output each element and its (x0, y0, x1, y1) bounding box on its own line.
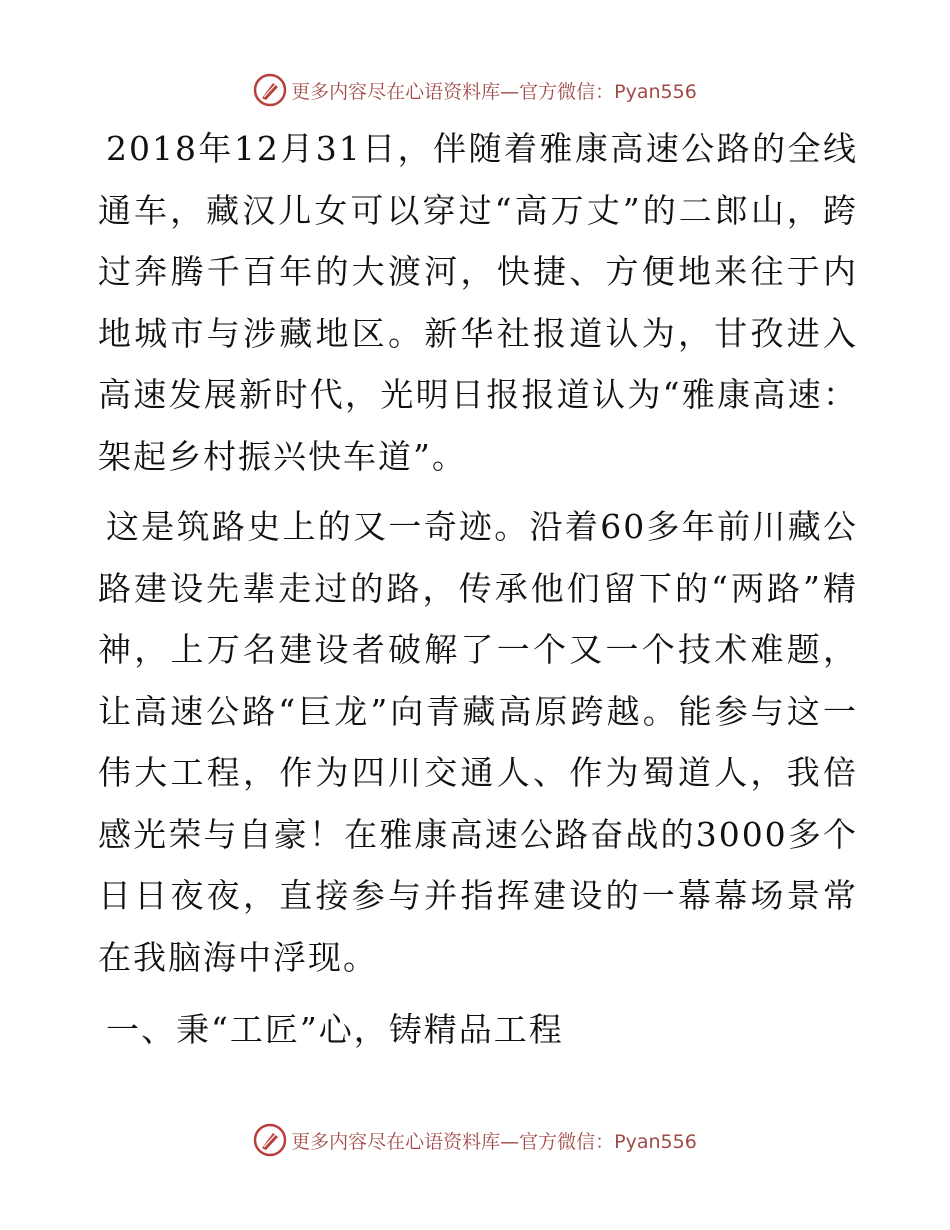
watermark-text: 更多内容尽在心语资料库—官方微信：Pyan556 (291, 80, 697, 103)
paragraph-1: 2018年12月31日，伴随着雅康高速公路的全线通车，藏汉儿女可以穿过“高万丈”的二郎山，跨过奔腾千百年的大渡河，快捷、方便地来往于内地城市与涉藏地区。新华社报道认为，甘孜进入高速发展新时代，光明日报报道认为“雅康高速：架起乡村振兴快车道”。 (98, 129, 858, 476)
section-heading: 一、秉“工匠”心，铸精品工程 (106, 1010, 564, 1049)
paragraph-2: 这是筑路史上的又一奇迹。沿着60多年前川藏公路建设先辈走过的路，传承他们留下的“两路”精神，上万名建设者破解了一个又一个技术难题，让高速公路“巨龙”向青藏高原跨越。能参与这一伟大工程，作为四川交通人、作为蜀道人，我倍感光荣与自豪！在雅康高速公路奋战的3000多个日日夜夜，直接参与并指挥建设的一幕幕场景常在我脑海中浮现。 (98, 507, 858, 977)
pen-nib-logo-icon (253, 73, 287, 107)
document-body (98, 118, 858, 1061)
pen-nib-logo-icon (253, 1123, 287, 1157)
watermark-text: 更多内容尽在心语资料库—官方微信：Pyan556 (291, 1130, 697, 1153)
header-watermark-banner (0, 70, 950, 110)
footer-watermark-banner (0, 1120, 950, 1160)
